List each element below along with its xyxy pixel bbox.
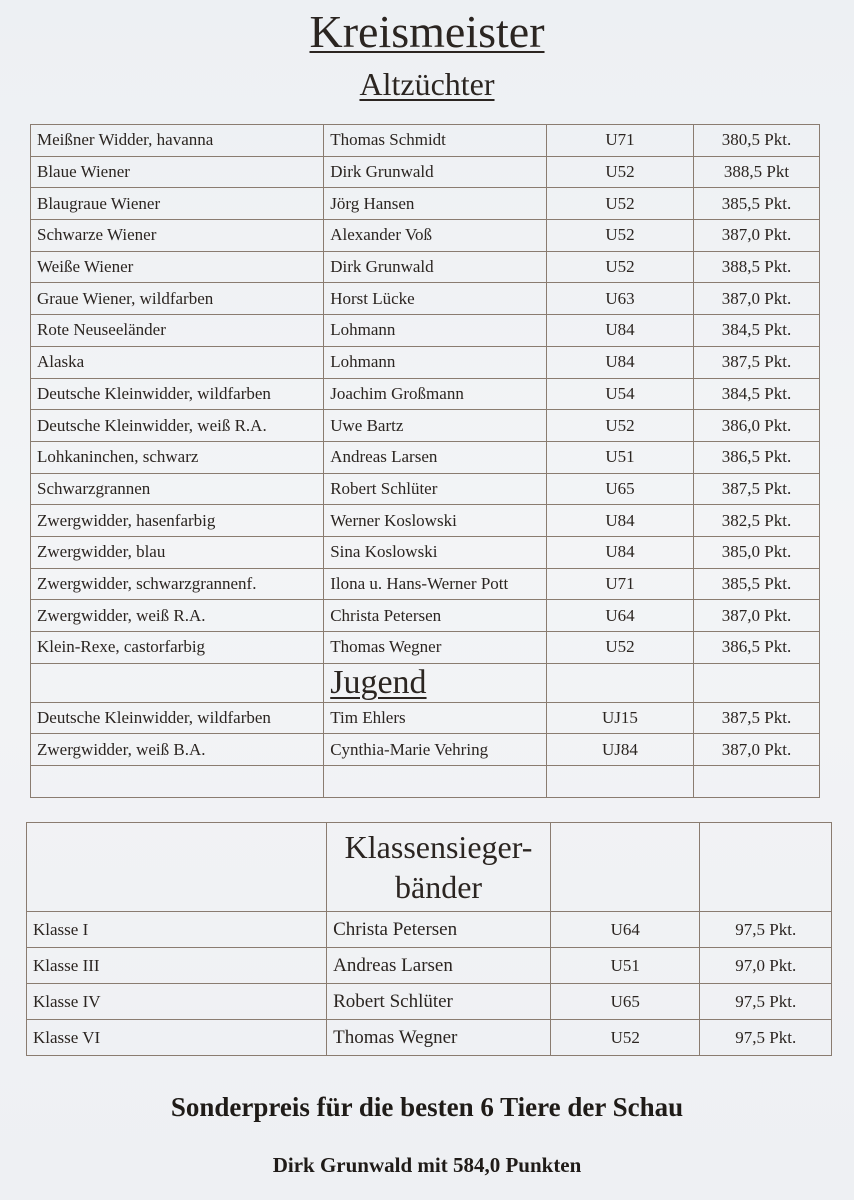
- cell-breed: Weiße Wiener: [31, 251, 324, 283]
- cell-breed: Schwarze Wiener: [31, 220, 324, 252]
- cell-code: U65: [546, 473, 693, 505]
- cell-points: 97,0 Pkt.: [700, 948, 832, 984]
- cell-breed: Deutsche Kleinwidder, weiß R.A.: [31, 410, 324, 442]
- cell-points: 97,5 Pkt.: [700, 912, 832, 948]
- table-row: [27, 1020, 832, 1056]
- cell-breed: Deutsche Kleinwidder, wildfarben: [31, 378, 324, 410]
- cell-breed: Alaska: [31, 346, 324, 378]
- cell-code: U52: [550, 1020, 700, 1056]
- section-title-klassensieger-line1: Klassensieger-: [344, 829, 533, 865]
- cell-breed: Lohkaninchen, schwarz: [31, 441, 324, 473]
- cell-breed: Rote Neuseeländer: [31, 315, 324, 347]
- cell-name: Thomas Schmidt: [324, 125, 547, 157]
- table-cell: [550, 823, 700, 912]
- table-cell: [31, 766, 324, 798]
- klassen-header-row: [27, 823, 832, 912]
- results-table-klassensieger: [26, 822, 832, 1056]
- table-row: [27, 948, 832, 984]
- table-row: [31, 378, 820, 410]
- table-cell: [700, 823, 832, 912]
- results-table-altzuechter: [30, 124, 820, 798]
- cell-klasse: Klasse III: [27, 948, 327, 984]
- section-title-jugend: Jugend: [330, 663, 427, 701]
- cell-klasse: Klasse VI: [27, 1020, 327, 1056]
- cell-name: Alexander Voß: [324, 220, 547, 252]
- cell-name: Christa Petersen: [324, 600, 547, 632]
- table-row: [27, 984, 832, 1020]
- cell-breed: Blaugraue Wiener: [31, 188, 324, 220]
- cell-name: Lohmann: [324, 346, 547, 378]
- altzuechter-rows: [31, 125, 820, 664]
- table-row: [27, 912, 832, 948]
- cell-name: Christa Petersen: [327, 912, 551, 948]
- cell-code: UJ84: [546, 734, 693, 766]
- cell-name: Cynthia-Marie Vehring: [324, 734, 547, 766]
- cell-klasse: Klasse I: [27, 912, 327, 948]
- cell-code: U52: [546, 410, 693, 442]
- cell-name: Robert Schlüter: [327, 984, 551, 1020]
- cell-points: 388,5 Pkt.: [694, 251, 820, 283]
- table-cell: [27, 823, 327, 912]
- cell-name: Thomas Wegner: [327, 1020, 551, 1056]
- klassen-rows: [27, 912, 832, 1056]
- cell-breed: Deutsche Kleinwidder, wildfarben: [31, 702, 324, 734]
- table-row: [31, 283, 820, 315]
- cell-code: U71: [546, 568, 693, 600]
- table-row: [31, 632, 820, 664]
- cell-code: U71: [546, 125, 693, 157]
- cell-code: U51: [550, 948, 700, 984]
- sonderpreis-heading: Sonderpreis für die besten 6 Tiere der Schau: [170, 1092, 684, 1122]
- cell-code: U84: [546, 346, 693, 378]
- table-cell: [546, 766, 693, 798]
- cell-points: 386,0 Pkt.: [694, 410, 820, 442]
- table-row: [31, 702, 820, 734]
- jugend-rows: [31, 702, 820, 765]
- table-cell: [327, 823, 551, 912]
- table-row: [31, 251, 820, 283]
- table-cell: [694, 766, 820, 798]
- cell-code: U64: [546, 600, 693, 632]
- cell-points: 380,5 Pkt.: [694, 125, 820, 157]
- table-row: [31, 600, 820, 632]
- cell-points: 388,5 Pkt: [694, 156, 820, 188]
- page-title: Kreismeister: [309, 6, 545, 57]
- cell-points: 382,5 Pkt.: [694, 505, 820, 537]
- cell-breed: Schwarzgrannen: [31, 473, 324, 505]
- cell-points: 97,5 Pkt.: [700, 984, 832, 1020]
- table-cell: [694, 663, 820, 702]
- cell-code: U65: [550, 984, 700, 1020]
- cell-breed: Graue Wiener, wildfarben: [31, 283, 324, 315]
- cell-code: U52: [546, 251, 693, 283]
- cell-code: U52: [546, 632, 693, 664]
- cell-name: Horst Lücke: [324, 283, 547, 315]
- cell-breed: Zwergwidder, schwarzgrannenf.: [31, 568, 324, 600]
- cell-points: 387,0 Pkt.: [694, 600, 820, 632]
- cell-points: 385,5 Pkt.: [694, 188, 820, 220]
- jugend-section: [31, 663, 820, 702]
- cell-name: Dirk Grunwald: [324, 251, 547, 283]
- cell-breed: Meißner Widder, havanna: [31, 125, 324, 157]
- cell-code: U51: [546, 441, 693, 473]
- table-row: [31, 505, 820, 537]
- cell-name: Andreas Larsen: [327, 948, 551, 984]
- table-row: [31, 568, 820, 600]
- cell-code: U52: [546, 156, 693, 188]
- cell-points: 387,0 Pkt.: [694, 220, 820, 252]
- sonderpreis-winner: Dirk Grunwald mit 584,0 Punkten: [272, 1153, 582, 1177]
- cell-points: 386,5 Pkt.: [694, 632, 820, 664]
- section-title-altzuechter: Altzüchter: [359, 66, 495, 102]
- cell-name: Sina Koslowski: [324, 536, 547, 568]
- table-row: [31, 125, 820, 157]
- cell-name: Tim Ehlers: [324, 702, 547, 734]
- table-cell: [324, 663, 547, 702]
- cell-code: U63: [546, 283, 693, 315]
- cell-name: Robert Schlüter: [324, 473, 547, 505]
- section-title-klassensieger-line2: bänder: [394, 869, 483, 905]
- cell-points: 384,5 Pkt.: [694, 315, 820, 347]
- cell-code: U54: [546, 378, 693, 410]
- cell-points: 387,5 Pkt.: [694, 702, 820, 734]
- table-row: [31, 410, 820, 442]
- table-row: [31, 220, 820, 252]
- cell-name: Joachim Großmann: [324, 378, 547, 410]
- cell-name: Uwe Bartz: [324, 410, 547, 442]
- jugend-header-row: [31, 663, 820, 702]
- cell-name: Ilona u. Hans-Werner Pott: [324, 568, 547, 600]
- cell-name: Werner Koslowski: [324, 505, 547, 537]
- table-row: [31, 536, 820, 568]
- table-cell: [324, 766, 547, 798]
- cell-code: U84: [546, 536, 693, 568]
- cell-name: Jörg Hansen: [324, 188, 547, 220]
- spacer-row: [31, 766, 820, 798]
- table-row: [31, 473, 820, 505]
- table-row: [31, 188, 820, 220]
- cell-code: U52: [546, 188, 693, 220]
- cell-code: U52: [546, 220, 693, 252]
- cell-breed: Zwergwidder, weiß R.A.: [31, 600, 324, 632]
- cell-code: UJ15: [546, 702, 693, 734]
- cell-breed: Zwergwidder, hasenfarbig: [31, 505, 324, 537]
- table-row: [31, 346, 820, 378]
- cell-code: U84: [546, 505, 693, 537]
- cell-breed: Zwergwidder, blau: [31, 536, 324, 568]
- cell-breed: Klein-Rexe, castorfarbig: [31, 632, 324, 664]
- table-cell: [546, 663, 693, 702]
- table-row: [31, 156, 820, 188]
- cell-points: 385,0 Pkt.: [694, 536, 820, 568]
- cell-points: 387,0 Pkt.: [694, 283, 820, 315]
- cell-points: 387,0 Pkt.: [694, 734, 820, 766]
- table-cell: [31, 663, 324, 702]
- cell-points: 97,5 Pkt.: [700, 1020, 832, 1056]
- cell-points: 385,5 Pkt.: [694, 568, 820, 600]
- cell-name: Andreas Larsen: [324, 441, 547, 473]
- cell-points: 387,5 Pkt.: [694, 473, 820, 505]
- cell-name: Thomas Wegner: [324, 632, 547, 664]
- cell-points: 387,5 Pkt.: [694, 346, 820, 378]
- cell-points: 386,5 Pkt.: [694, 441, 820, 473]
- cell-name: Lohmann: [324, 315, 547, 347]
- cell-code: U64: [550, 912, 700, 948]
- table-row: [31, 315, 820, 347]
- cell-breed: Blaue Wiener: [31, 156, 324, 188]
- cell-breed: Zwergwidder, weiß B.A.: [31, 734, 324, 766]
- table-row: [31, 734, 820, 766]
- cell-name: Dirk Grunwald: [324, 156, 547, 188]
- cell-points: 384,5 Pkt.: [694, 378, 820, 410]
- cell-klasse: Klasse IV: [27, 984, 327, 1020]
- table-row: [31, 441, 820, 473]
- cell-code: U84: [546, 315, 693, 347]
